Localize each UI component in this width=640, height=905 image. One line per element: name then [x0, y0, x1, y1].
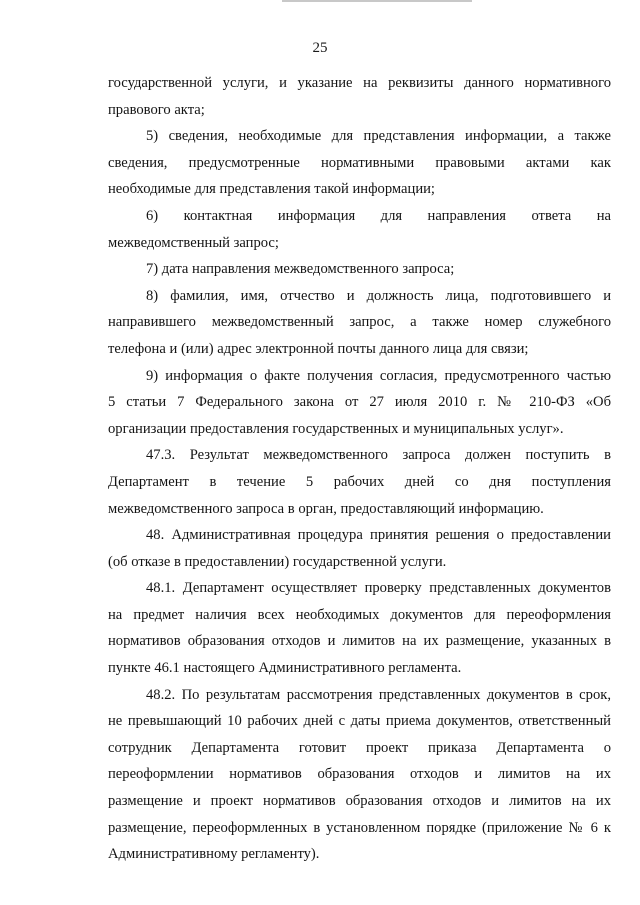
text-line: телефона и (или) адрес электронной почты данного лица для связи; [108, 340, 529, 357]
scan-top-edge-mark [282, 0, 472, 2]
text-line: 6) контактная информация для направления ответа на [146, 207, 611, 224]
text-line: направившего межведомственный запрос, а также номер служебного [108, 314, 611, 331]
text-line: 47.3. Результат межведомственного запроса должен поступить в [146, 447, 611, 464]
text-line: сведения, предусмотренные нормативными правовыми актами как [108, 154, 611, 171]
text-line: 5 статьи 7 Федерального закона от 27 июля 2010 г. № 210-ФЗ «Об [108, 394, 611, 411]
text-line: правового акта; [108, 101, 205, 118]
text-line: (об отказе в предоставлении) государственной услуги. [108, 553, 447, 570]
text-line: нормативов образования отходов и лимитов на их размещение, указанных в [108, 633, 611, 650]
text-line: необходимые для представления такой информации; [108, 181, 435, 198]
text-line: пункте 46.1 настоящего Административного регламента. [108, 660, 462, 677]
body-text [108, 70, 611, 868]
text-line: 9) информация о факте получения согласия, предусмотренного частью [146, 367, 611, 384]
text-line: Административному регламенту). [108, 846, 320, 863]
text-line: на предмет наличия всех необходимых документов для переоформления [108, 606, 611, 623]
text-line: межведомственного запроса в орган, предоставляющий информацию. [108, 500, 544, 517]
text-line: Департамент в течение 5 рабочих дней со дня поступления [108, 473, 611, 490]
text-line: 5) сведения, необходимые для представления информации, а также [146, 128, 611, 145]
text-line: размещение, переоформленных в установленном порядке (приложение № 6 к [108, 819, 611, 836]
page-number: 25 [312, 40, 328, 56]
text-line: 8) фамилия, имя, отчество и должность лица, подготовившего и [146, 287, 611, 304]
text-line: организации предоставления государственных и муниципальных услуг». [108, 420, 564, 437]
text-line: не превышающий 10 рабочих дней с даты приема документов, ответственный [108, 713, 611, 730]
text-line: 7) дата направления межведомственного запроса; [146, 261, 455, 278]
text-line: 48.2. По результатам рассмотрения представленных документов в срок, [146, 686, 611, 703]
text-line: 48.1. Департамент осуществляет проверку представленных документов [146, 580, 611, 597]
text-line: 48. Административная процедура принятия решения о предоставлении [146, 527, 611, 544]
text-line: сотрудник Департамента готовит проект приказа Департамента о [108, 739, 611, 756]
text-line: государственной услуги, и указание на реквизиты данного нормативного [108, 75, 611, 91]
text-line: размещение и проект нормативов образования отходов и лимитов на их [108, 793, 611, 810]
text-line: переоформлении нормативов образования отходов и лимитов на их [108, 766, 611, 783]
text-line: межведомственный запрос; [108, 234, 279, 251]
